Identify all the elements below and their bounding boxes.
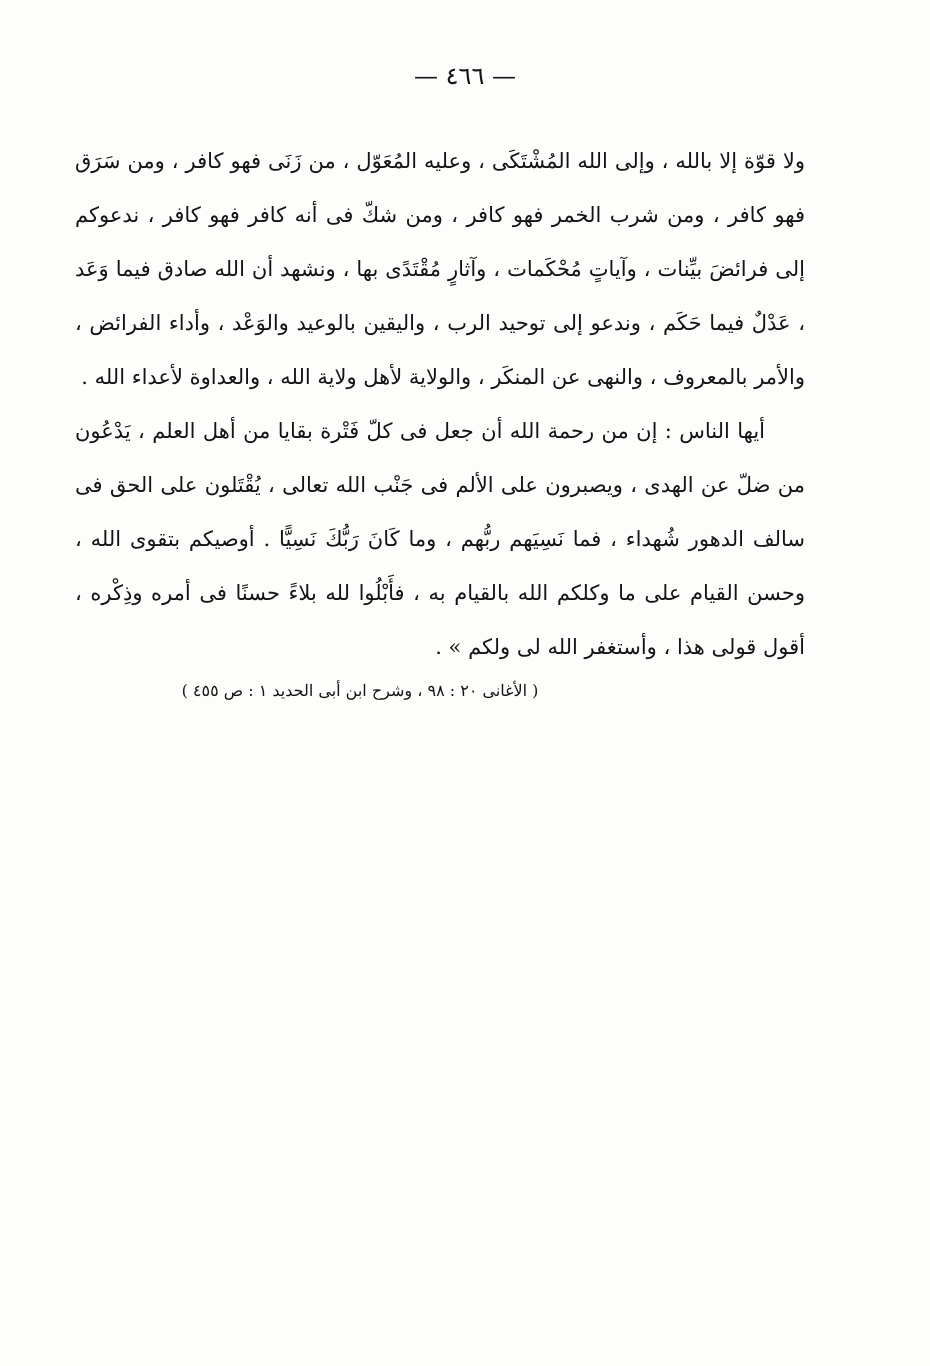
page-number: — ٤٦٦ — bbox=[414, 62, 516, 90]
paragraph-1: ولا قوّة إلا بالله ، وإلى الله المُشْتَكَى ، وعليه المُعَوّل ، من زَنَى فهو كافر ، ومن سَرَق فهو كافر ، ومن شرب الخمر فهو كافر ، ومن شكّ فى أنه كافر فهو كافر ، ندعوكم إلى فرائضَ بيِّنات ، وآياتٍ مُحْكَمات ، وآثارٍ مُقْتَدًى بها ، ونشهد أن الله صادق فيما وَعَد ، عَدْلٌ فيما حَكَم ، وندعو إلى توحيد الرب ، واليقين بالوعيد والوَعْد ، وأداء الفرائض ، والأمر بالمعروف ، والنهى عن المنكَر ، والولاية لأهل ولاية الله ، والعداوة لأعداء الله . bbox=[75, 149, 805, 389]
paragraph-2: أيها الناس : إن من رحمة الله أن جعل فى كلّ فَتْرة بقايا من أهل العلم ، يَدْعُون من ضلّ عن الهدى ، ويصبرون على الألم فى جَنْب الله تعالى ، يُقْتَلون على الحق فى سالف الدهور شُهداء ، فما نَسِيَهم ربُّهم ، وما كَانَ رَبُّكَ نَسِيًّا . أوصيكم بتقوى الله ، وحسن القيام على ما وكلكم الله بالقيام به ، فأَبْلُوا لله بلاءً حسنًا فى أمره وذِكْره ، أقول قولى هذا ، وأستغفر الله لى ولكم » . bbox=[75, 419, 805, 659]
source-citation: ( الأغانى ٢٠ : ٩٨ ، وشرح ابن أبى الحديد ١ : ص ٤٥٥ ) bbox=[181, 681, 539, 700]
